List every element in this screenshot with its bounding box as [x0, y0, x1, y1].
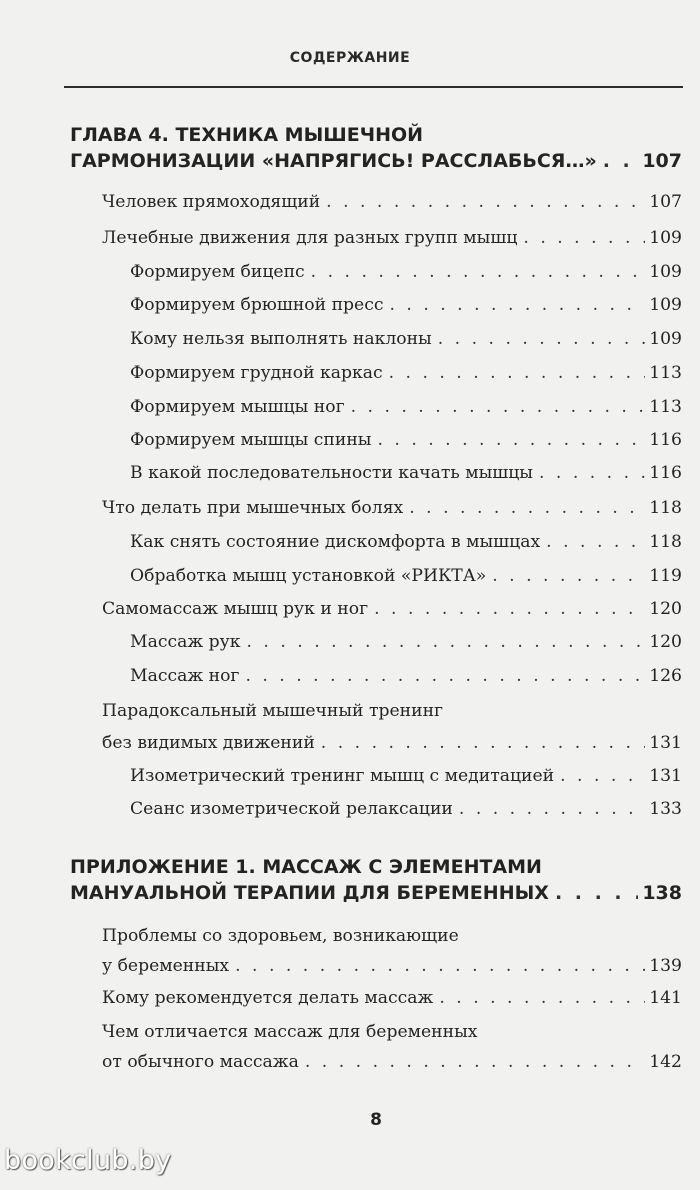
toc-entry-title: Массаж ног [130, 666, 240, 686]
running-header: СОДЕРЖАНИЕ [289, 50, 411, 66]
toc-entry-page: 139 [649, 956, 682, 976]
appendix-1-title-line1: ПРИЛОЖЕНИЕ 1. МАССАЖ С ЭЛЕМЕНТАМИ [70, 856, 542, 878]
leader-dots [305, 1052, 645, 1072]
leader-dots [523, 228, 645, 248]
leader-dots [459, 799, 645, 819]
toc-entry-page: 126 [649, 666, 682, 686]
page-number: 8 [370, 1110, 382, 1130]
toc-entry [102, 956, 682, 976]
chapter-4-line2 [70, 150, 682, 172]
toc-entry-page: 116 [649, 463, 682, 483]
toc-entry-title: Самомассаж мышц рук и ног [102, 599, 369, 619]
leader-dots [377, 430, 645, 450]
toc-entry-page: 142 [649, 1052, 682, 1072]
toc-entry-title: Что делать при мышечных болях [102, 498, 404, 518]
leader-dots [389, 363, 646, 383]
leader-dots [311, 262, 646, 282]
toc-entry-page: 141 [649, 988, 682, 1008]
toc-entry-title: Массаж рук [130, 632, 241, 652]
leader-dots [539, 463, 645, 483]
toc-entry-page: 109 [649, 262, 682, 282]
leader-dots [438, 329, 645, 349]
chapter-4-page: 107 [642, 150, 682, 172]
toc-entry [102, 988, 682, 1008]
toc-entry-title: Формируем брюшной пресс [130, 295, 384, 315]
toc-entry-page: 113 [649, 363, 682, 383]
toc-entry-title: Сеанс изометрической релаксации [130, 799, 453, 819]
toc-entry-title-line1: Парадоксальный мышечный тренинг [102, 701, 444, 721]
toc-subentry [130, 430, 682, 450]
leader-dots [321, 733, 645, 753]
leader-dots [603, 150, 639, 172]
toc-entry [102, 192, 682, 212]
toc-entry-title: Формируем бицепс [130, 262, 305, 282]
chapter-4-title-line1: ГЛАВА 4. ТЕХНИКА МЫШЕЧНОЙ [70, 124, 424, 146]
toc-entry-title: Формируем грудной каркас [130, 363, 383, 383]
toc-subentry [130, 329, 682, 349]
toc-entry-title: Кому рекомендуется делать массаж [102, 988, 434, 1008]
toc-entry-title: у беременных [102, 956, 230, 976]
appendix-1-line2 [70, 882, 682, 904]
leader-dots [326, 192, 645, 212]
toc-entry-title: Изометрический тренинг мышц с медитацией [130, 766, 555, 786]
toc-entry-page: 118 [649, 498, 682, 518]
appendix-1-heading [70, 852, 542, 882]
toc-entry-title: Как снять состояние дискомфорта в мышцах [130, 532, 541, 552]
toc-subentry [130, 566, 682, 586]
toc-subentry [130, 799, 682, 819]
toc-subentry [130, 262, 682, 282]
toc-entry-title-line1: Чем отличается массаж для беременных [102, 1022, 478, 1042]
toc-entry-title-line1: Проблемы со здоровьем, возникающие [102, 926, 459, 946]
leader-dots [439, 988, 645, 1008]
leader-dots [245, 666, 645, 686]
toc-subentry [130, 295, 682, 315]
toc-entry-title: Формируем мышцы ног [130, 397, 345, 417]
leader-dots [409, 498, 645, 518]
toc-entry-title: Формируем мышцы спины [130, 430, 372, 450]
toc-entry-page: 113 [649, 397, 682, 417]
toc-entry-page: 120 [649, 599, 682, 619]
toc-subentry [130, 463, 682, 483]
leader-dots [246, 632, 645, 652]
toc-subentry [130, 532, 682, 552]
toc-subentry [130, 363, 682, 383]
chapter-4-heading [70, 120, 423, 150]
appendix-1-title-line2: МАНУАЛЬНОЙ ТЕРАПИИ ДЛЯ БЕРЕМЕННЫХ [70, 882, 549, 904]
toc-subentry [130, 666, 682, 686]
leader-dots [235, 956, 645, 976]
toc-entry-page: 107 [649, 192, 682, 212]
leader-dots [555, 882, 638, 904]
toc-subentry [130, 397, 682, 417]
leader-dots [546, 532, 645, 552]
toc-entry-title: от обычного массажа [102, 1052, 299, 1072]
toc-entry-page: 119 [649, 566, 682, 586]
toc-entry-title: Лечебные движения для разных групп мышц [102, 228, 518, 248]
toc-entry [102, 599, 682, 619]
toc-entry-page: 131 [649, 733, 682, 753]
appendix-1-page: 138 [642, 882, 682, 904]
toc-entry [102, 733, 682, 753]
toc-entry-title: Человек прямоходящий [102, 192, 321, 212]
toc-entry-page: 116 [649, 430, 682, 450]
toc-entry [102, 1052, 682, 1072]
toc-entry-title: В какой последовательности качать мышцы [130, 463, 533, 483]
leader-dots [389, 295, 645, 315]
toc-entry-page: 109 [649, 228, 682, 248]
toc-entry-page: 109 [649, 295, 682, 315]
chapter-4-title-line2: ГАРМОНИЗАЦИИ «НАПРЯГИСЬ! РАССЛАБЬСЯ…» [70, 150, 597, 172]
leader-dots [351, 397, 646, 417]
toc-entry-page: 120 [649, 632, 682, 652]
toc-subentry [130, 632, 682, 652]
toc-entry-title: без видимых движений [102, 733, 315, 753]
toc-entry-title: Кому нельзя выполнять наклоны [130, 329, 432, 349]
toc-entry-title: Обработка мышц установкой «РИКТА» [130, 566, 487, 586]
toc-entry-page: 118 [649, 532, 682, 552]
toc-entry-page: 109 [649, 329, 682, 349]
leader-dots [374, 599, 645, 619]
toc-entry-page: 131 [649, 766, 682, 786]
toc-entry [102, 228, 682, 248]
leader-dots [492, 566, 645, 586]
header-rule [64, 86, 683, 88]
leader-dots [560, 766, 645, 786]
watermark: bookclub.by [4, 1145, 172, 1176]
toc-entry [102, 498, 682, 518]
toc-subentry [130, 766, 682, 786]
toc-entry-page: 133 [649, 799, 682, 819]
